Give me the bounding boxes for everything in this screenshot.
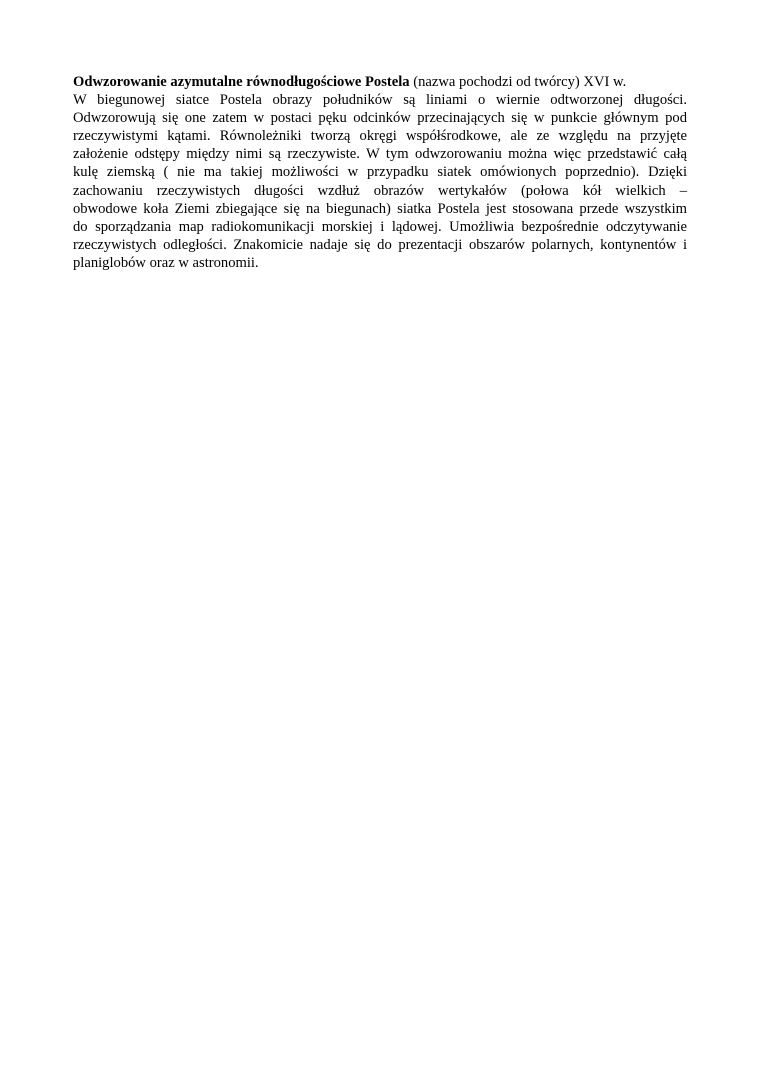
- heading-bold: Odwzorowanie azymutalne równodługościowe Postela: [73, 74, 410, 90]
- text-line: planiglobów oraz w astronomii.: [73, 254, 259, 271]
- body-text: [73, 73, 687, 272]
- text-line: założenie odstępy między nimi są rzeczywiste. W tym odwzorowaniu można więc przedstawić całą: [73, 146, 687, 163]
- text-line: rzeczywistymi kątami. Równoleżniki tworzą okręgi współśrodkowe, ale ze względu na przyjęte: [73, 128, 687, 145]
- text-line: do sporządzania map radiokomunikacji morskiej i lądowej. Umożliwia bezpośrednie odczytywanie: [73, 218, 687, 235]
- text-line: W biegunowej siatce Postela obrazy południków są liniami o wiernie odtworzonej długości.: [73, 92, 687, 109]
- text-line: kulę ziemską ( nie ma takiej możliwości w przypadku siatek omówionych poprzednio). Dzięki: [73, 164, 687, 181]
- text-line: Odwzorowują się one zatem w postaci pęku odcinków przecinających się w punkcie głównym pod: [73, 110, 687, 127]
- text-line: rzeczywistych odległości. Znakomicie nadaje się do prezentacji obszarów polarnych, kontynentów i: [73, 236, 687, 253]
- heading-rest: (nazwa pochodzi od twórcy) XVI w.: [409, 74, 627, 90]
- text-line: zachowaniu rzeczywistych długości wzdłuż obrazów wertykałów (połowa kół wielkich –: [73, 182, 687, 199]
- heading-line: [73, 73, 687, 91]
- text-line: obwodowe koła Ziemi zbiegające się na biegunach) siatka Postela jest stosowana przede wszystkim: [73, 200, 687, 217]
